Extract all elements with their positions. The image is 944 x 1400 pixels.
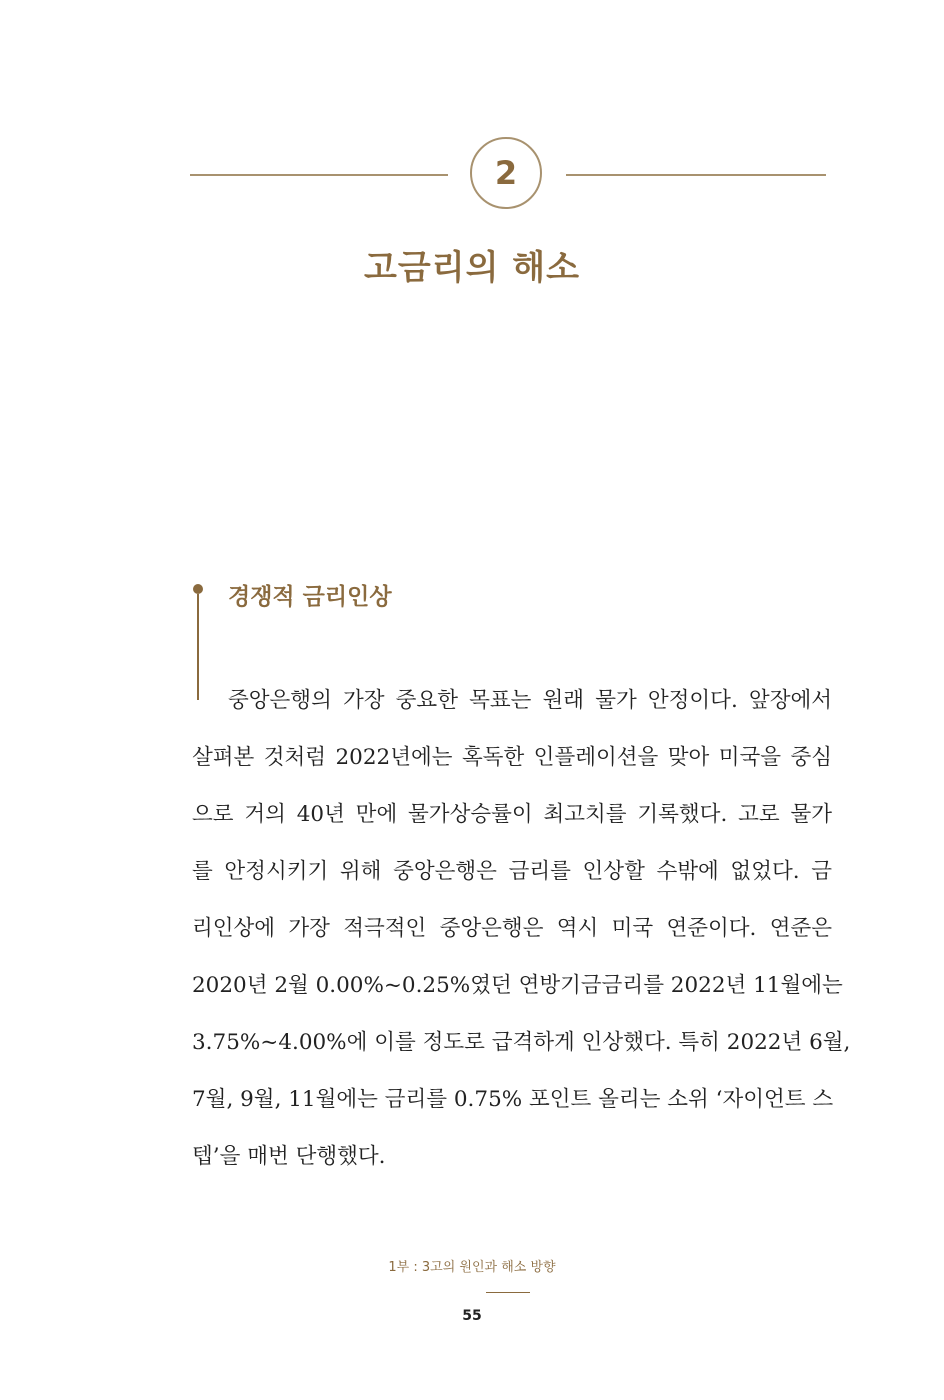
body-line: 텝’을 매번 단행했다.: [192, 1144, 386, 1169]
body-line: 2020년 2월 0.00%~0.25%였던 연방기금금리를 2022년 11월에는: [192, 973, 843, 998]
body-line: 으로 거의 40년 만에 물가상승률이 최고치를 기록했다. 고로 물가: [192, 802, 832, 827]
chapter-title: 고금리의 해소: [364, 248, 580, 288]
body-line: 7월, 9월, 11월에는 금리를 0.75% 포인트 올리는 소위 ‘자이언트 스: [192, 1087, 834, 1112]
body-line: 중앙은행의 가장 중요한 목표는 원래 물가 안정이다. 앞장에서: [228, 688, 832, 713]
body-paragraph: [192, 672, 851, 1185]
body-line: 리인상에 가장 적극적인 중앙은행은 역시 미국 연준이다. 연준은: [192, 916, 832, 941]
chapter-rule-right: [566, 174, 826, 176]
section-marker-dot: [193, 584, 203, 594]
section-title: 경쟁적 금리인상: [228, 584, 392, 610]
running-footer-section: 1부 : 3고의 원인과 해소 방향: [388, 1260, 556, 1275]
chapter-number: 2: [494, 154, 518, 192]
chapter-rule-left: [190, 174, 448, 176]
footer-divider: [486, 1292, 530, 1293]
body-line: 살펴본 것처럼 2022년에는 혹독한 인플레이션을 맞아 미국을 중심: [192, 745, 832, 770]
body-line: 3.75%~4.00%에 이를 정도로 급격하게 인상했다. 특히 2022년 6월,: [192, 1030, 851, 1055]
page-number: 55: [462, 1308, 482, 1324]
chapter-number-badge: [470, 137, 542, 209]
body-line: 를 안정시키기 위해 중앙은행은 금리를 인상할 수밖에 없었다. 금: [192, 859, 832, 884]
